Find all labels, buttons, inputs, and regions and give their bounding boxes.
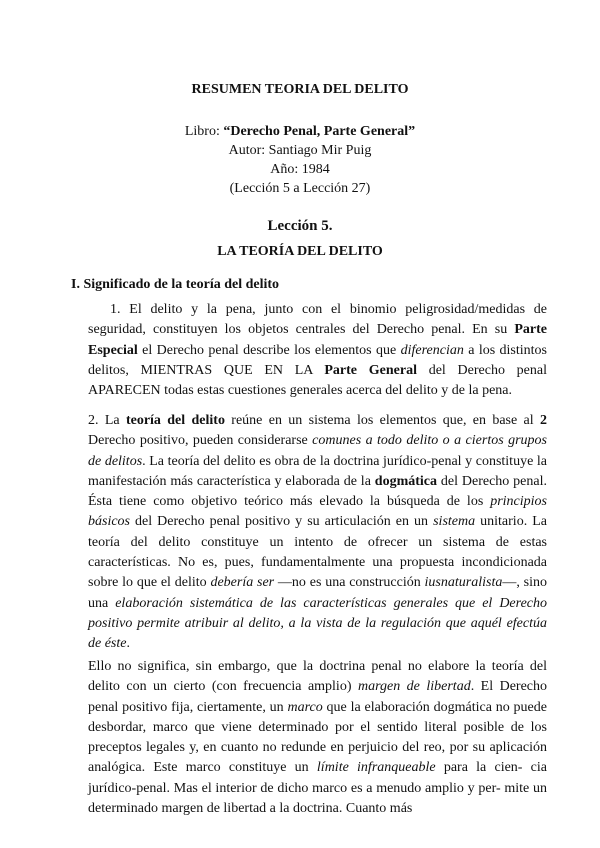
text-run: unitario. La teoría del delito constituye un intento de ofrecer un sistema de estas características. No es, pues, fundamentalmente una propuesta incondicionada sobre lo que el delito (88, 514, 548, 591)
text-run: a los distintos delitos, MIENTRAS QUE EN LA (88, 342, 547, 378)
italic-term: elaboración sistemática de las características generales que el Derecho positivo permite atribuir al delito, a la vista de la regulación que aquél efectúa de éste (88, 595, 547, 652)
text-run: del Derecho penal. Ésta tiene como objetivo teórico más elevado la búsqueda de los (88, 473, 547, 510)
italic-term: marco (287, 699, 323, 715)
text-run: Ello no significa, sin embargo, que la doctrina penal no elabore la teoría del delito con un cierto (con frecuencia amplio) (88, 659, 547, 695)
text-run: . El Derecho penal positivo fija, ciertamente, un (88, 679, 547, 715)
text-run: del Derecho penal positivo y su articulación en un (130, 514, 434, 530)
text-run: 1. El delito y la pena, junto con el binomio peligrosidad/medidas de seguridad, constituyen los objetos centrales del Derecho penal. En su (88, 302, 547, 338)
text-run: 2. La (88, 413, 126, 428)
italic-term: margen de libertad (357, 679, 471, 695)
bold-term: Parte General (324, 362, 417, 378)
bold-term: Parte Especial (88, 322, 547, 358)
text-run: . (126, 636, 130, 652)
italic-term: diferencian (400, 342, 464, 358)
italic-term: iusnaturalista (424, 575, 503, 591)
text-run: Derecho positivo, pueden considerarse (88, 433, 313, 449)
text-run: . La teoría del delito es obra de la doctrina jurídico-penal y constituye la manifestación más característica y elaborada de la (88, 453, 547, 489)
bold-term: teoría del delito (125, 413, 225, 428)
paragraph-1 (88, 300, 547, 401)
text-run: —, sino una (88, 575, 547, 611)
italic-term: sistema (433, 514, 476, 530)
author-line: Autor: Santiago Mir Puig (228, 143, 372, 158)
book-line (0, 122, 600, 141)
text-run: reúne en un sistema los elementos que, en base al (224, 413, 541, 428)
italic-term: comunes a todo delito o a ciertos grupos de delitos (88, 433, 547, 469)
section-heading: I. Significado de la teoría del delito (71, 277, 280, 292)
text-run: que la elaboración dogmática no puede desbordar, marco que viene determinado por el sentido literal posible de los preceptos legales y, en cuanto no redunde en perjuicio del reo, por su aplicación analógica. Este marco constituye un (88, 699, 547, 776)
lesson-number: Lección 5. (267, 218, 333, 234)
book-title: “Derecho Penal, Parte General” (223, 124, 416, 139)
footnote-ref: 2 (540, 413, 548, 428)
paragraph-3 (88, 657, 547, 819)
document-title: RESUMEN TEORIA DEL DELITO (191, 82, 409, 97)
text-run: —no es una construcción (274, 575, 425, 591)
italic-term: límite infranqueable (316, 760, 436, 776)
lesson-title: LA TEORÍA DEL DELITO (217, 244, 383, 259)
text-run: para la cien- cia jurídico-penal. Mas el interior de dicho marco es a menudo amplio y per- mite un determinado margen de libertad a la doctrina. Cuanto más (88, 760, 548, 817)
paragraph-2 (88, 411, 547, 655)
year-line: Año: 1984 (270, 162, 330, 177)
book-label: Libro: (184, 124, 220, 139)
lesson-heading (0, 214, 600, 264)
text-run: el Derecho penal describe los elementos que (137, 342, 401, 358)
lesson-range: (Lección 5 a Lección 27) (229, 181, 371, 196)
bold-term: dogmática (374, 473, 438, 489)
italic-term: debería ser (210, 575, 275, 591)
italic-term: principios básicos (88, 494, 547, 530)
text-run: del Derecho penal APARECEN todas estas cuestiones generales acerca del delito y de la pena. (88, 362, 547, 399)
book-metadata (0, 122, 600, 198)
